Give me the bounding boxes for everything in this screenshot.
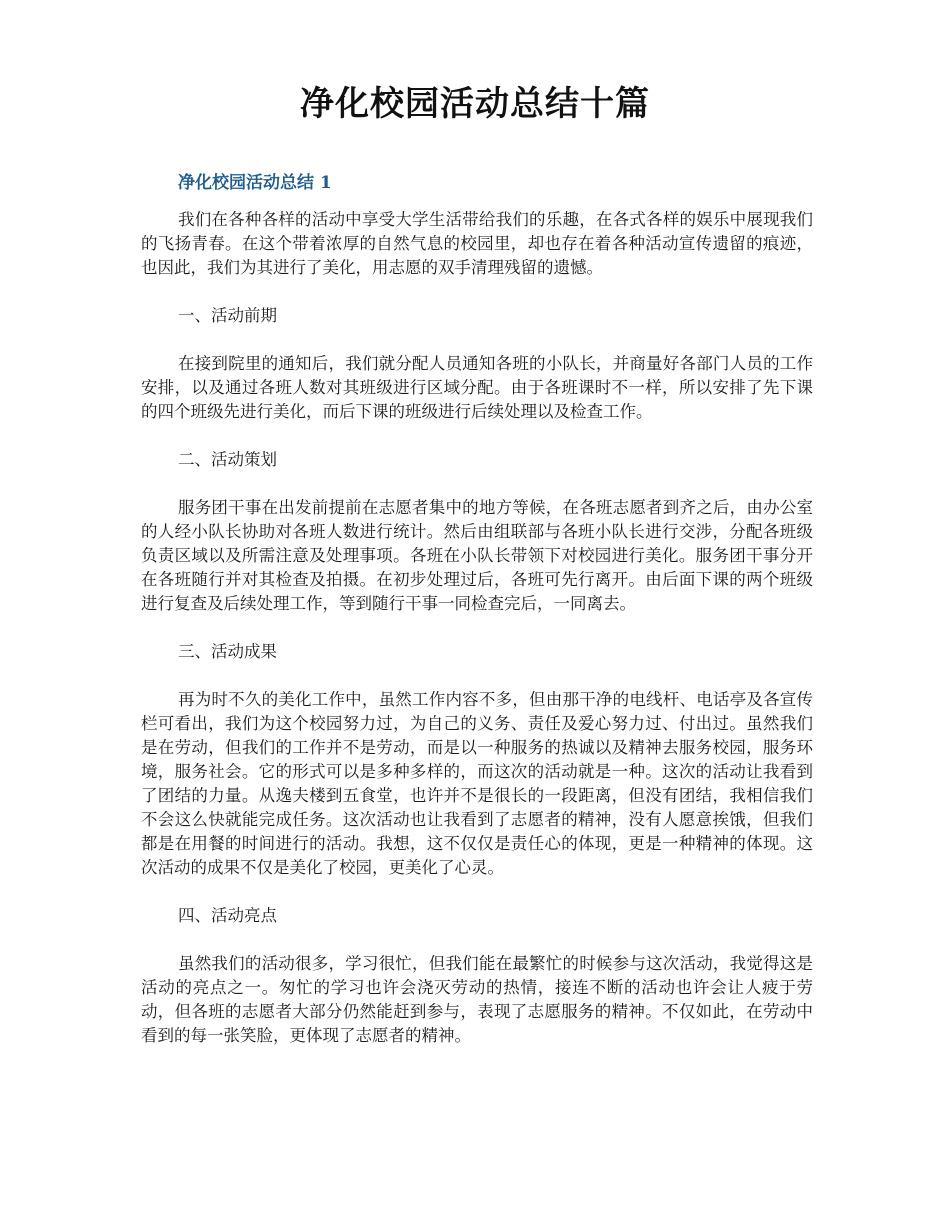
heading-highlights: 四、活动亮点	[178, 906, 277, 925]
heading-pre-activity: 一、活动前期	[178, 306, 277, 325]
paragraph-highlights: 虽然我们的活动很多，学习很忙，但我们能在最繁忙的时候参与这次活动，我觉得这是活动的亮点之一。匆忙的学习也许会浇灭劳动的热情，接连不断的活动也许会让人疲于劳动，但各班的志愿者大部分仍然能赶到参与，表现了志愿服务的精神。不仅如此，在劳动中看到的每一张笑脸，更体现了志愿者的精神。	[141, 954, 813, 1045]
paragraph-pre-activity: 在接到院里的通知后，我们就分配人员通知各班的小队长，并商量好各部门人员的工作安排，以及通过各班人数对其班级进行区域分配。由于各班课时不一样，所以安排了先下课的四个班级先进行美化，而后下课的班级进行后续处理以及检查工作。	[141, 354, 813, 421]
heading-results: 三、活动成果	[178, 642, 277, 661]
document-body	[141, 208, 813, 1072]
heading-planning: 二、活动策划	[178, 450, 277, 469]
paragraph-results: 再为时不久的美化工作中，虽然工作内容不多，但由那干净的电线杆、电话亭及各宣传栏可看出，我们为这个校园努力过，为自己的义务、责任及爱心努力过、付出过。虽然我们是在劳动，但我们的工作并不是劳动，而是以一种服务的热诚以及精神去服务校园，服务环境，服务社会。它的形式可以是多种多样的，而这次的活动就是一种。这次的活动让我看到了团结的力量。从逸夫楼到五食堂，也许并不是很长的一段距离，但没有团结，我相信我们不会这么快就能完成任务。这次活动也让我看到了志愿者的精神，没有人愿意挨饿，但我们都是在用餐的时间进行的活动。我想，这不仅仅是责任心的体现，更是一种精神的体现。这次活动的成果不仅是美化了校园，更美化了心灵。	[141, 690, 813, 877]
document-title: 净化校园活动总结十篇	[300, 84, 650, 124]
paragraph-planning: 服务团干事在出发前提前在志愿者集中的地方等候，在各班志愿者到齐之后，由办公室的人经小队长协助对各班人数进行统计。然后由组联部与各班小队长进行交涉，分配各班级负责区域以及所需注意及处理事项。各班在小队长带领下对校园进行美化。服务团干事分开在各班随行并对其检查及拍摄。在初步处理过后，各班可先行离开。由后面下课的两个班级进行复查及后续处理工作，等到随行干事一同检查完后，一同离去。	[141, 498, 813, 613]
paragraph-intro: 我们在各种各样的活动中享受大学生活带给我们的乐趣，在各式各样的娱乐中展现我们的飞扬青春。在这个带着浓厚的自然气息的校园里，却也存在着各种活动宣传遗留的痕迹，也因此，我们为其进行了美化，用志愿的双手清理残留的遗憾。	[141, 210, 813, 277]
section-title: 净化校园活动总结 1	[178, 173, 332, 193]
